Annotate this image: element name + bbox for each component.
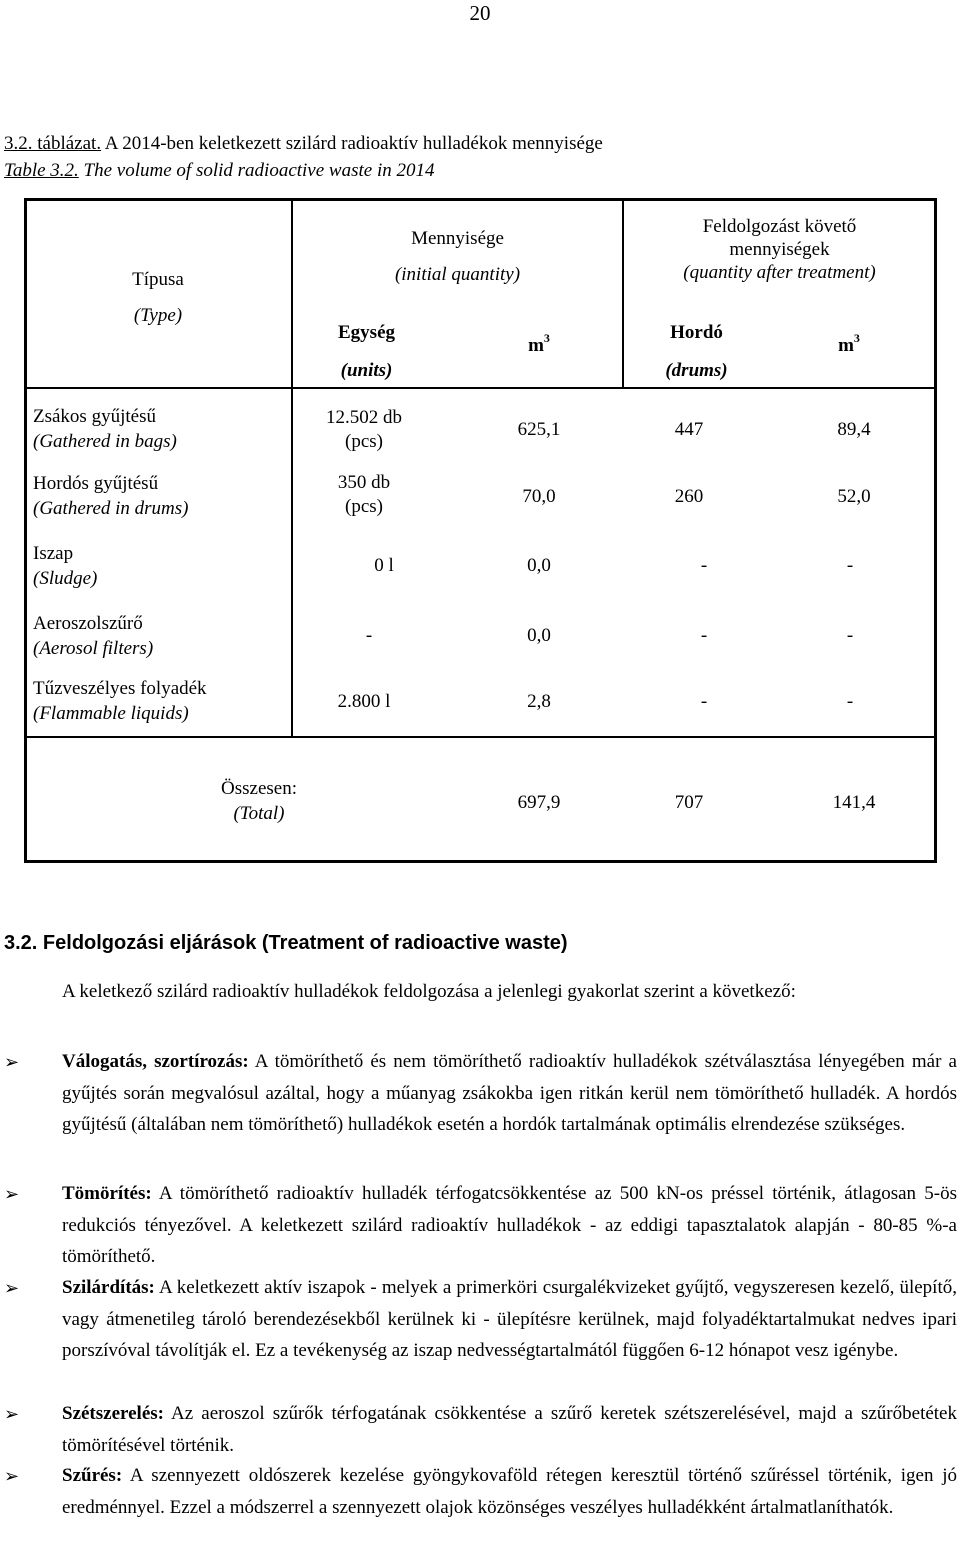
table-total-divider — [24, 736, 937, 738]
row-m3-after: - — [846, 691, 854, 712]
row-m3-after: 89,4 — [837, 419, 871, 440]
header-units — [304, 314, 429, 390]
header-type-hu: Típusa — [132, 269, 184, 290]
arrow-bullet-icon: ➢ — [4, 1466, 20, 1486]
row-label-hu: Zsákos gyűjtésű — [33, 406, 156, 427]
header-drums-en: (drums) — [665, 360, 728, 381]
table-caption-hu-text: A 2014-ben keletkezett szilárd radioaktív hulladékok mennyisége — [101, 133, 603, 154]
row-label-en: (Sludge) — [33, 568, 98, 589]
header-units-hu: Egység — [338, 322, 395, 343]
header-after-hu-1: Feldolgozást követő — [702, 216, 857, 237]
table-border-bottom — [24, 860, 937, 863]
table-caption-hu-number: 3.2. táblázat. — [4, 133, 102, 154]
header-initial-en: (initial quantity) — [394, 264, 521, 285]
intro-paragraph — [4, 976, 957, 1008]
list-item-term: Szűrés: — [62, 1465, 123, 1486]
page-number: 20 — [469, 1, 491, 25]
waste-volume-table — [24, 198, 937, 863]
list-item-text — [62, 1398, 957, 1461]
table-caption-en-number: Table 3.2. — [4, 160, 79, 181]
list-item-text — [62, 1046, 957, 1141]
arrow-bullet-icon: ➢ — [4, 1184, 20, 1204]
header-after-en: (quantity after treatment) — [683, 262, 876, 283]
row-m3-after: - — [846, 555, 854, 576]
list-item-term: Tömörítés: — [62, 1183, 152, 1204]
header-m3-text: m — [528, 335, 544, 356]
section-heading: 3.2. Feldolgozási eljárások (Treatment of radioactive waste) — [4, 932, 568, 954]
header-after-hu-2: mennyiségek — [729, 239, 830, 260]
row-m3: 2,8 — [527, 691, 551, 712]
total-label-en: (Total) — [233, 803, 285, 824]
row-label-hu: Aeroszolszűrő — [33, 613, 143, 634]
table-row-label — [33, 541, 97, 591]
arrow-bullet-icon: ➢ — [4, 1052, 20, 1072]
row-units: - — [365, 625, 373, 646]
arrow-bullet-icon: ➢ — [4, 1404, 20, 1424]
row-m3: 70,0 — [522, 486, 556, 507]
list-item-body: A tömöríthető radioaktív hulladék térfogatcsökkentése az 500 kN-os préssel történik, átlagosan 5-ös redukciós tényezővel. A keletkezett szilárd radioaktív hulladékok - az eddigi tapasztalatok alapján - 80-85 %-a tömöríthető. — [62, 1183, 957, 1267]
list-item-term: Válogatás, szortírozás: — [62, 1051, 249, 1072]
list-item-text — [62, 1272, 957, 1367]
header-type — [24, 262, 292, 334]
header-drums-hu: Hordó — [670, 322, 723, 343]
row-units-value: 12.502 db — [326, 407, 402, 428]
row-label-hu: Hordós gyűjtésű — [33, 473, 159, 494]
list-item-body: Az aeroszol szűrők térfogatának csökkentése a szűrő keretek szétszerelésével, majd a szűrőbetétek tömörítésével történik. — [62, 1403, 957, 1456]
header-drums — [634, 314, 759, 390]
row-drums: 447 — [674, 419, 704, 440]
row-units: 0 l — [374, 555, 394, 576]
row-label-en: (Gathered in drums) — [33, 498, 189, 519]
list-item-text — [62, 1460, 957, 1523]
table-border-top — [24, 198, 937, 201]
row-drums: - — [700, 625, 708, 646]
row-m3: 0,0 — [527, 555, 551, 576]
row-label-hu: Iszap — [33, 543, 74, 564]
total-label-hu: Összesen: — [221, 778, 297, 799]
header-m3-after-text: m — [838, 335, 854, 356]
table-row-label — [33, 676, 207, 726]
table-header-divider — [24, 387, 937, 389]
table-row-label — [33, 471, 189, 521]
row-label-en: (Gathered in bags) — [33, 431, 177, 452]
row-drums: 260 — [674, 486, 704, 507]
list-item-body: A szennyezett oldószerek kezelése gyöngykovaföld rétegen keresztül történő szűréssel történik, igen jó eredménnyel. Ezzel a módszerrel a szennyezett olajok közönséges veszélyes hulladékként ártalmatlaníthatók. — [62, 1465, 957, 1518]
header-m3-sup: 3 — [543, 331, 550, 345]
row-m3-after: 52,0 — [837, 486, 871, 507]
intro-text: A keletkező szilárd radioaktív hulladékok feldolgozása a jelenlegi gyakorlat szerint a következő: — [62, 981, 796, 1002]
row-units-note: (pcs) — [345, 431, 383, 452]
row-m3: 0,0 — [527, 625, 551, 646]
row-drums: - — [700, 555, 708, 576]
row-label-hu: Tűzveszélyes folyadék — [33, 678, 207, 699]
header-units-en: (units) — [340, 360, 393, 381]
total-drums: 707 — [674, 792, 704, 813]
table-caption-en-text: The volume of solid radioactive waste in 2014 — [78, 160, 435, 181]
header-type-en: (Type) — [133, 305, 183, 326]
list-item-body: A tömöríthető és nem tömöríthető radioaktív hulladékok szétválasztása lényegében már a gyűjtés során megvalósul azáltal, hogy a műanyag zsákokba igen ritkán kerül nem tömöríthető hulladék. A hordós gyűjtésű (általában nem tömöríthető) hulladékok esetén a hordók tartalmának optimális elrendezése szükséges. — [62, 1051, 957, 1135]
header-m3-after — [814, 331, 884, 358]
row-label-en: (Aerosol filters) — [33, 638, 154, 659]
table-row-label — [33, 404, 177, 454]
row-m3: 625,1 — [517, 419, 561, 440]
row-label-en: (Flammable liquids) — [33, 703, 189, 724]
table-border-right — [934, 198, 937, 863]
row-units-note: (pcs) — [345, 496, 383, 517]
list-item-term: Szétszerelés: — [62, 1403, 164, 1424]
header-m3-after-sup: 3 — [853, 331, 860, 345]
list-item-term: Szilárdítás: — [62, 1277, 155, 1298]
row-m3-after: - — [846, 625, 854, 646]
total-m3: 697,9 — [517, 792, 561, 813]
header-m3 — [504, 331, 574, 358]
total-label — [194, 776, 324, 826]
total-m3-after: 141,4 — [832, 792, 876, 813]
arrow-bullet-icon: ➢ — [4, 1278, 20, 1298]
list-item-text — [62, 1178, 957, 1273]
header-initial-hu: Mennyisége — [411, 228, 504, 249]
row-units — [304, 471, 424, 519]
table-caption-hu — [4, 133, 603, 155]
row-units-value: 350 db — [337, 472, 391, 493]
row-units — [304, 406, 424, 454]
list-item-body: A keletkezett aktív iszapok - melyek a primerköri csurgalékvizeket gyűjtő, vegyszeresen kezelő, ülepítő, vagy átmenetileg tároló berendezésekből kerülnek ki - ülepítésre kerülnek, majd folyadéktartalmukat nedves ipari porszívóval távolítják el. Ez a tevékenység az iszap nedvességtartalmától függően 6-12 hónapot vesz igénybe. — [62, 1277, 957, 1361]
table-row-label — [33, 611, 153, 661]
row-drums: - — [700, 691, 708, 712]
table-caption-en — [4, 160, 434, 182]
header-initial — [292, 221, 623, 293]
row-units: 2.800 l — [337, 691, 391, 712]
header-after — [624, 215, 935, 284]
